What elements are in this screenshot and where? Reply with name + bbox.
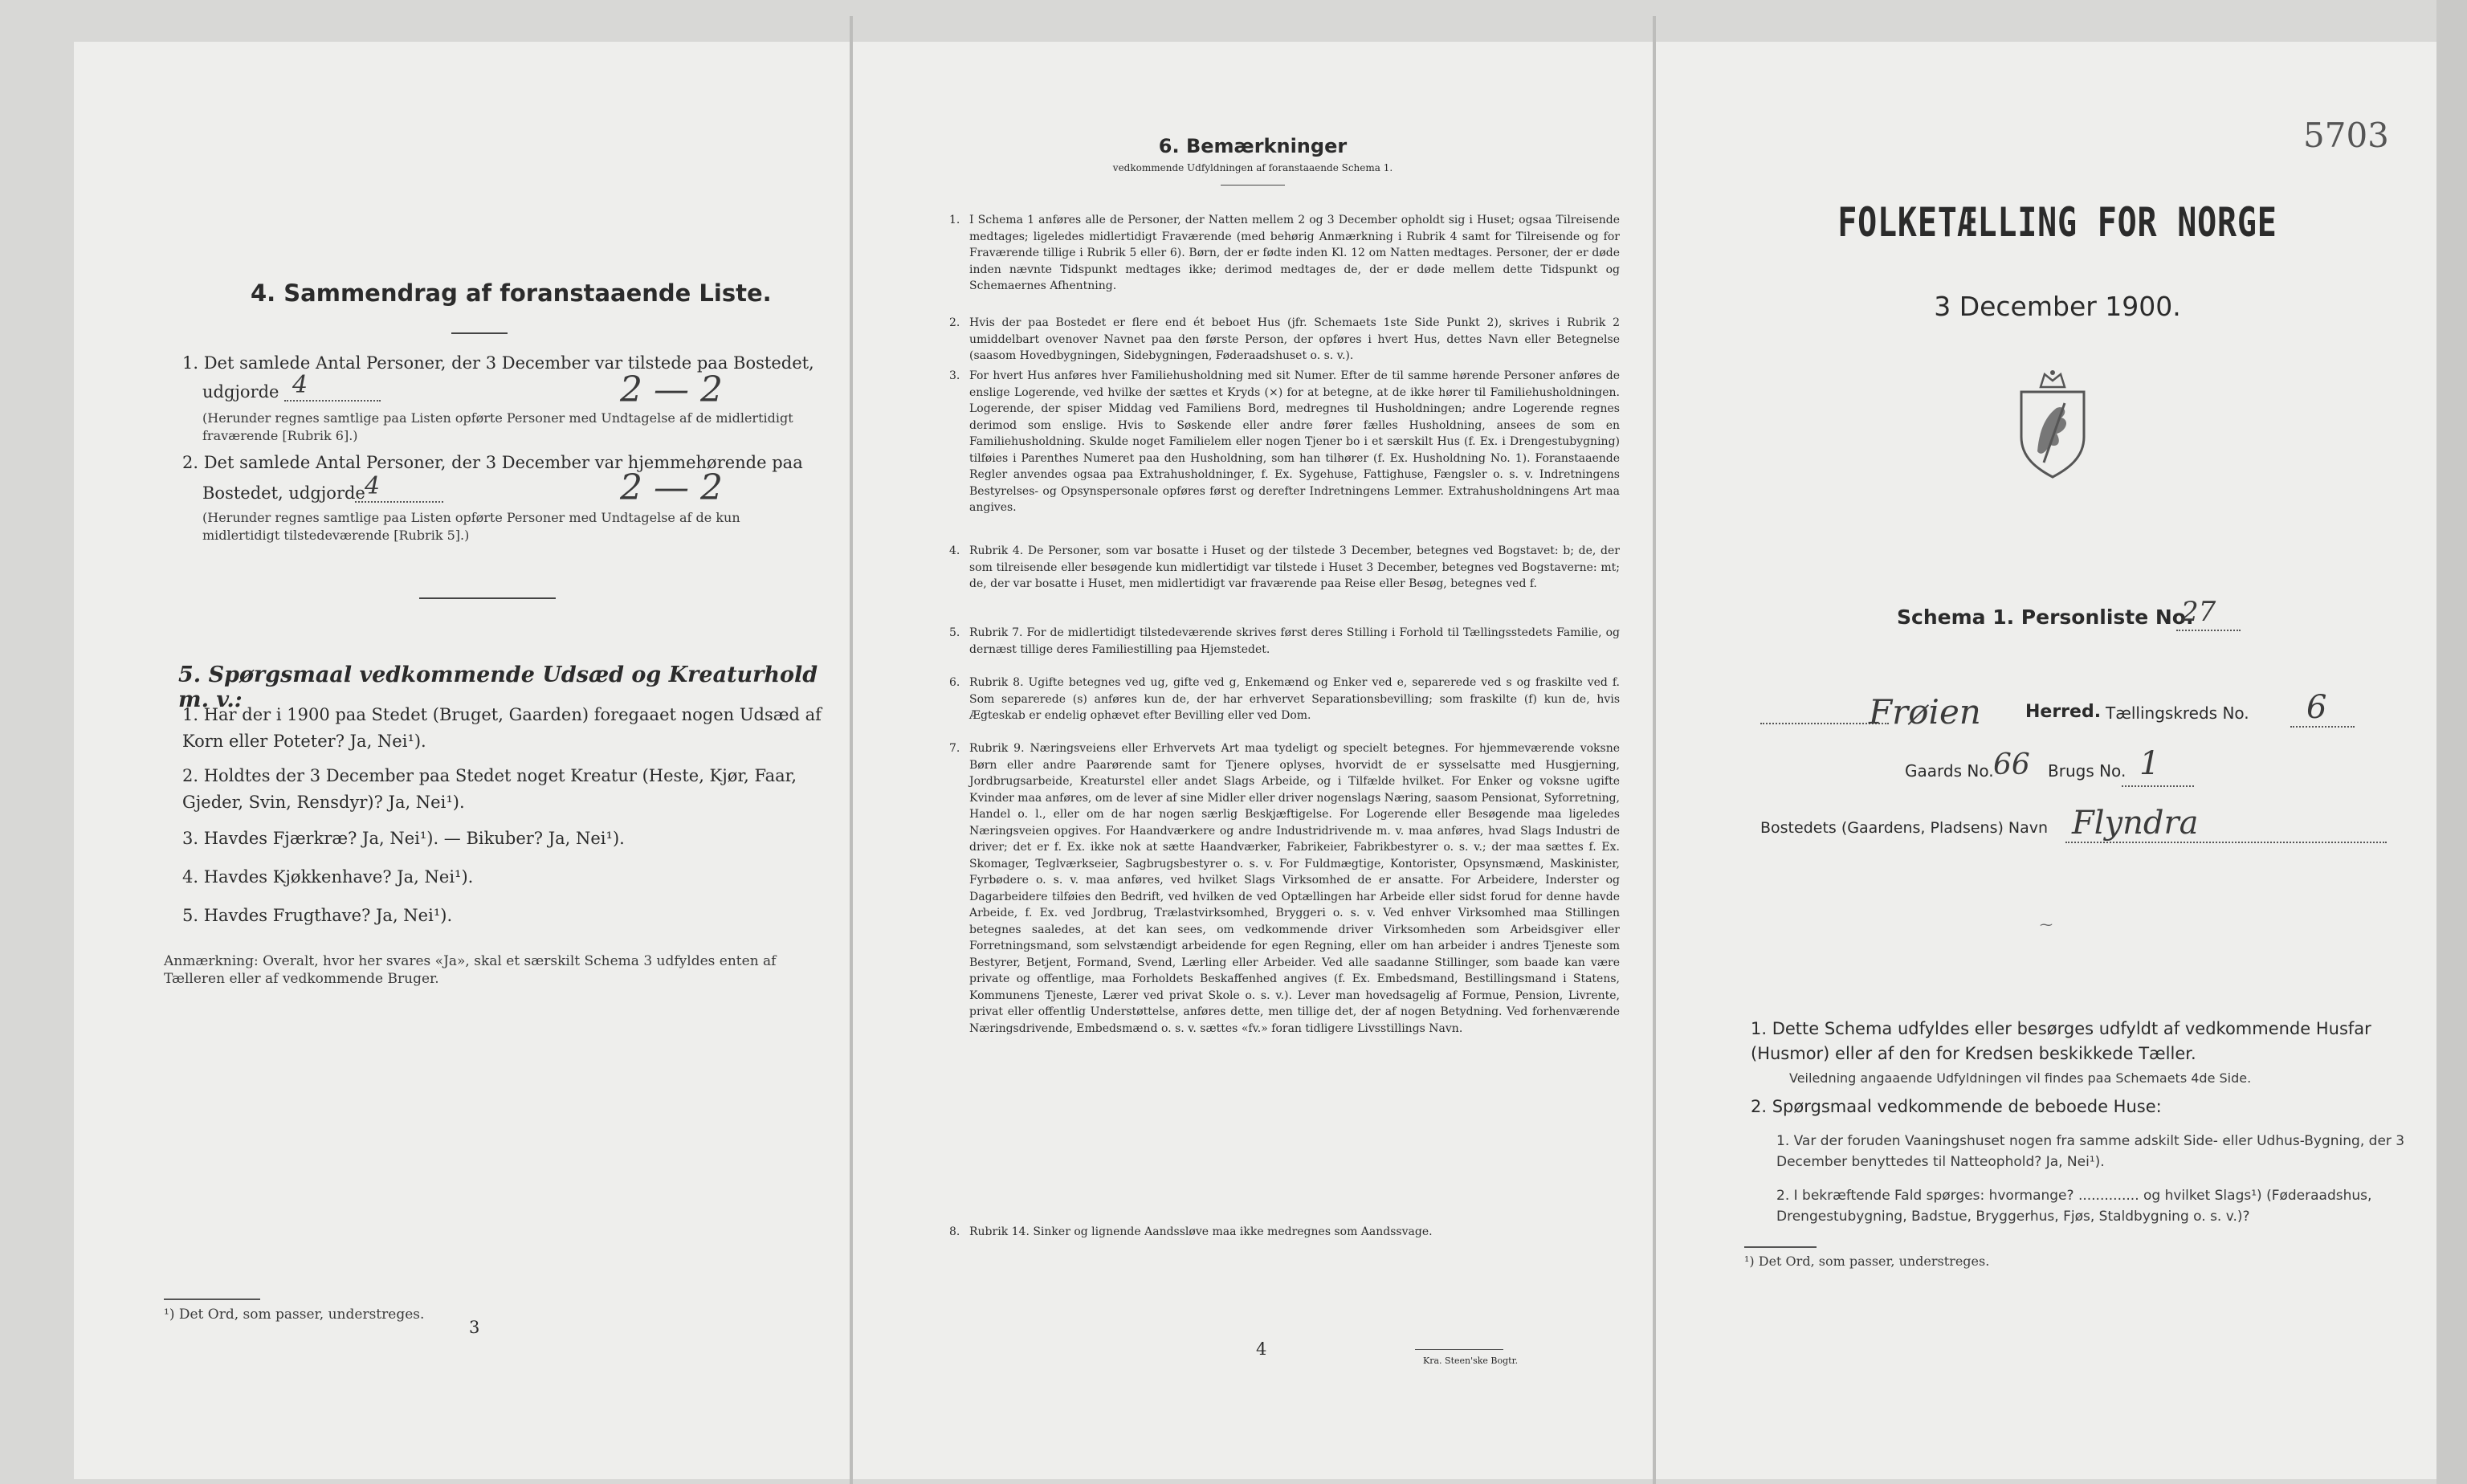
livestock-question: 2. Holdtes der 3 December paa Stedet noget Kreatur (Heste, Kjør, Faar, Gjeder, Svin, Rensdyr)? Ja, Nei¹). [182, 766, 797, 812]
scan-edge [2436, 0, 2467, 1484]
orchard-question: 5. Havdes Frugthave? Ja, Nei¹). [182, 906, 453, 925]
remark-number: 3. [949, 369, 960, 382]
brugs-number: 1 [2139, 745, 2160, 782]
remark-4: Rubrik 4. De Personer, som var bosatte i Huset og der tilstede 3 December, betegnes ved Bogstavet: b; de, der som tilreisende eller besøgende kun midlertidigt var tilstede i Huset 3 December, betegnes ved Bogstaverne: mt; de, der var bosatte i Huset, men midlertidigt var fraværende paa Reise eller Besøg, betegnes ved f. [969, 544, 1620, 590]
remarks-subtitle: vedkommende Udfyldningen af foranstaaende Schema 1. [1112, 162, 1393, 173]
schema-label: Schema 1. Personliste No. [1897, 605, 2194, 629]
dotted-line [2122, 785, 2194, 787]
page-1 [1656, 42, 2436, 1479]
remark-number: 1. [949, 214, 960, 226]
summary-q2: 2. Det samlede Antal Personer, der 3 December var hjemmehørende paa [182, 453, 803, 472]
footnote-rule [164, 1298, 260, 1300]
outbuilding-question: 1. Var der foruden Vaaningshuset nogen fra samme adskilt Side- eller Udhus-Bygning, der 3 December benyttedes til Natteophold? Ja, Nei¹). [1776, 1133, 2405, 1170]
remark-number: 6. [949, 676, 960, 689]
herred-label: Herred. [2025, 702, 2102, 722]
census-date: 3 December 1900. [1934, 291, 2181, 322]
page-number: 4 [1256, 1339, 1267, 1359]
page-number: 3 [469, 1318, 480, 1337]
archive-stamp: 5703 [2303, 116, 2389, 155]
kitchen-garden-question: 4. Havdes Kjøkkenhave? Ja, Nei¹). [182, 867, 474, 887]
outbuilding-type-question: 2. I bekræftende Fald spørges: hvormange? .............. og hvilket Slags¹) (Føderaadshus, Drengestubygning, Badstue, Bryggerhus, Fjøs, Staldbygning o. s. v.)? [1776, 1188, 2372, 1225]
divider [451, 332, 508, 334]
footnote-rule [1744, 1246, 1817, 1248]
dotted-line [2290, 726, 2355, 728]
remarks-title: 6. Bemærkninger [1158, 135, 1348, 157]
printer-credit: Kra. Steen'ske Bogtr. [1423, 1356, 1519, 1366]
summary-q1-hand: 2 — 2 [620, 369, 723, 410]
printer-rule [1415, 1349, 1503, 1350]
tellingskreds-number: 6 [2306, 689, 2327, 726]
section-4-title: 4. Sammendrag af foranstaaende Liste. [251, 279, 772, 307]
divider [419, 597, 556, 599]
brugs-label: Brugs No. [2048, 761, 2127, 781]
footnote: ¹) Det Ord, som passer, understreges. [164, 1307, 425, 1323]
remark-6: Rubrik 8. Ugifte betegnes ved ug, gifte ved g, Enkemænd og Enker ved e, separerede ved s og fraskilte ved f. Som separerede (s) anføres kun de, der har erhvervet Separationsbevilling; som fraskilte (f) kun de, hvis Ægteskab er endelig ophævet efter Bevilling eller ved Dom. [969, 676, 1620, 722]
summary-q2-value: 4 [365, 472, 381, 500]
personliste-number: 27 [2181, 596, 2216, 628]
bosted-label: Bostedets (Gaardens, Pladsens) Navn [1760, 819, 2049, 837]
summary-q2-lead: Bostedet, udgjorde [202, 483, 365, 503]
remark-3: For hvert Hus anføres hver Familiehusholdning med sit Numer. Efter de til samme hørende Personer anføres de enslige Logerende, ved hvilke der sættes et Kryds (×) for at betegne, at de ikke hører til Familiehusholdningen. Logerende, der spiser Middag ved Familiens Bord, medregnes til Husholdningen; andre Logerende regnes derimod som enslige. Hvis to Søskende eller andre fører fælles Husholdning, ansees de som en Familiehusholdning. Skulde noget Familielem eller nogen Tjener bo i et særskilt Hus (f. Ex. i Drengestubygning) tilføies i Parenthes Numeret paa den Husholdning, som han tilhører (f. Ex. Husholdning No. 1). Foranstaaende Regler anvendes ogsaa paa Extrahusholdninger, f. Ex. Sygehuse, Fattighuse, Fængsler o. s. v. Indretningens Bestyrelses- og Opsynspersonale opføres først og derefter Indretningens Lemmer. Extrahusholdningens Art maa angives. [969, 369, 1620, 514]
remark-number: 4. [949, 544, 960, 557]
section-5-title: 5. Spørgsmaal vedkommende Udsæd og Kreaturhold m. v.: [178, 662, 818, 712]
remark-number: 7. [949, 742, 960, 755]
remark-8: Rubrik 14. Sinker og lignende Aandssløve maa ikke medregnes som Aandssvage. [969, 1225, 1433, 1238]
instruction-2: 2. Spørgsmaal vedkommende de beboede Huse: [1751, 1097, 2162, 1116]
dotted-line [2176, 630, 2241, 631]
instruction-1: 1. Dette Schema udfyldes eller besørges udfyldt af vedkommende Husfar (Husmor) eller af den for Kredsen beskikkede Tæller. [1751, 1019, 2371, 1063]
tellingskreds-label: Tællingskreds No. [2106, 703, 2249, 723]
page-3 [74, 42, 850, 1479]
ornament-icon: ⁓ [2040, 917, 2053, 932]
coat-of-arms-icon [2008, 368, 2097, 480]
summary-q1-value: 4 [292, 371, 308, 399]
footnote: ¹) Det Ord, som passer, understreges. [1744, 1254, 1990, 1269]
summary-q1: 1. Det samlede Antal Personer, der 3 December var tilstede paa Bostedet, [182, 353, 814, 373]
bosted-value: Flyndra [2072, 805, 2199, 842]
summary-q2-hand: 2 — 2 [620, 467, 723, 508]
remark-2: Hvis der paa Bostedet er flere end ét beboet Hus (jfr. Schemaets 1ste Side Punkt 2), skrives i Rubrik 2 umiddelbart ovenover Navnet paa den første Person, der opføres i hvert Hus, dettes Navn eller Betegnelse (saasom Hovedbygningen, Sidebygningen, Føderaadshuset o. s. v.). [969, 316, 1620, 362]
dotted-line [2065, 842, 2387, 843]
gaards-label: Gaards No. [1905, 761, 1994, 781]
summary-q1-note: (Herunder regnes samtlige paa Listen opførte Personer med Undtagelse af de midlertidigt fraværende [Rubrik 6].) [202, 410, 793, 443]
remark-number: 8. [949, 1225, 960, 1238]
poultry-question: 3. Havdes Fjærkræ? Ja, Nei¹). — Bikuber? Ja, Nei¹). [182, 829, 625, 848]
summary-q1-lead: udgjorde [202, 382, 279, 402]
remark-number: 5. [949, 626, 960, 639]
instruction-1-note: Veiledning angaaende Udfyldningen vil findes paa Schemaets 4de Side. [1789, 1070, 2252, 1086]
dotted-line [355, 501, 443, 503]
summary-q2-note: (Herunder regnes samtlige paa Listen opførte Personer med Undtagelse af de kun midlertidigt tilstedeværende [Rubrik 5].) [202, 510, 740, 543]
annotation-note: Anmærkning: Overalt, hvor her svares «Ja», skal et særskilt Schema 3 udfyldes enten af Tælleren eller af vedkommende Bruger. [164, 953, 777, 987]
dotted-line [284, 400, 381, 402]
remark-number: 2. [949, 316, 960, 329]
remark-5: Rubrik 7. For de midlertidigt tilstedeværende skrives først deres Stilling i Forhold til Tællingsstedets Familie, og dernæst tillige deres Familiestilling paa Hjemstedet. [969, 626, 1620, 656]
herred-value: Frøien [1869, 692, 1981, 732]
remark-1: I Schema 1 anføres alle de Personer, der Natten mellem 2 og 3 December opholdt sig i Huset; ogsaa Tilreisende medtages; ligeledes midlertidigt Fraværende (med behørig Anmærkning i Rubrik 4 samt for Tilreisende og for Fraværende tillige i Rubrik 5 eller 6). Børn, der er fødte inden Kl. 12 om Natten medtages. Personer, der er døde inden nævnte Tidspunkt medtages ikke; derimod medtages de, der er døde mellem dette Tidspunkt og Schemaernes Afhentning. [969, 214, 1620, 292]
remark-7: Rubrik 9. Næringsveiens eller Erhvervets Art maa tydeligt og specielt betegnes. For hjemmeværende voksne Børn eller andre Paarørende samt for Tjenere oplyses, hvorvidt de er sysselsatte med Husgjerning, Jordbrugsarbeide, Kreaturstel eller andet Slags Arbeide, og i Tilfælde hvilket. For Enker og voksne ugifte Kvinder maa anføres, om de lever af sine Midler eller driver nogenslags Næring, saasom Pensionat, Syforretning, Handel o. l., eller om de har nogen særlig Beskjæftigelse. For Logerende eller Besøgende maa ligeledes Næringsveien opgives. For Haandværkere og andre Industridrivende m. v. maa anføres, hvad Slags Industri de driver; det er f. Ex. ikke nok at sætte Haandværker, Fabrikeier, Fabrikbestyrer o. s. v.; der maa sættes f. Ex. Skomager, Teglværkseier, Sagbrugsbestyrer o. s. v. For Fuldmægtige, Kontorister, Opsynsmænd, Maskinister, Fyrbødere o. s. v. maa anføres, ved hvilket Slags Virksomhed de er ansatte. For Arbeidere, Inderster og Dagarbeidere tilføies den Bedrift, ved hvilken de ved Optællingen har Arbeide eller sidst forud for denne havde Arbeide, f. Ex. ved Jordbrug, Trælastvirksomhed, Bryggeri o. s. v. Ved enhver Virksomhed maa Stillingen betegnes saaledes, at det kan sees, om vedkommende driver Virksomheden som Arbeidsgiver eller Forretningsmand, som selvstændigt arbeidende for egen Regning, eller om han arbeider i andres Tjeneste som Bestyrer, Betjent, Formand, Svend, Lærling eller Arbeider. Ved alle saadanne Stillinger, som baade kan være private og offentlige, maa Forholdets Beskaffenhed angives (f. Ex. Embedsmand, Bestillingsmand i Statens, Kommunens Tjeneste, Lærer ved privat Skole o. s. v.). Lever man hovedsagelig af Formue, Pension, Livrente, privat eller offentlig Understøttelse, anføres dette, men tillige det, der af nogen Betydning. Ved forhenværende Næringsdrivende, Embedsmænd o. s. v. sættes «fv.» foran tidligere Livsstillings Navn. [969, 742, 1620, 1035]
document-title: FOLKETÆLLING FOR NORGE [1837, 199, 2277, 246]
crops-question: 1. Har der i 1900 paa Stedet (Bruget, Gaarden) foregaaet nogen Udsæd af Korn eller Poteter? Ja, Nei¹). [182, 705, 822, 751]
gaards-number: 66 [1993, 748, 2030, 781]
page-4 [853, 42, 1653, 1479]
divider [1221, 185, 1285, 186]
